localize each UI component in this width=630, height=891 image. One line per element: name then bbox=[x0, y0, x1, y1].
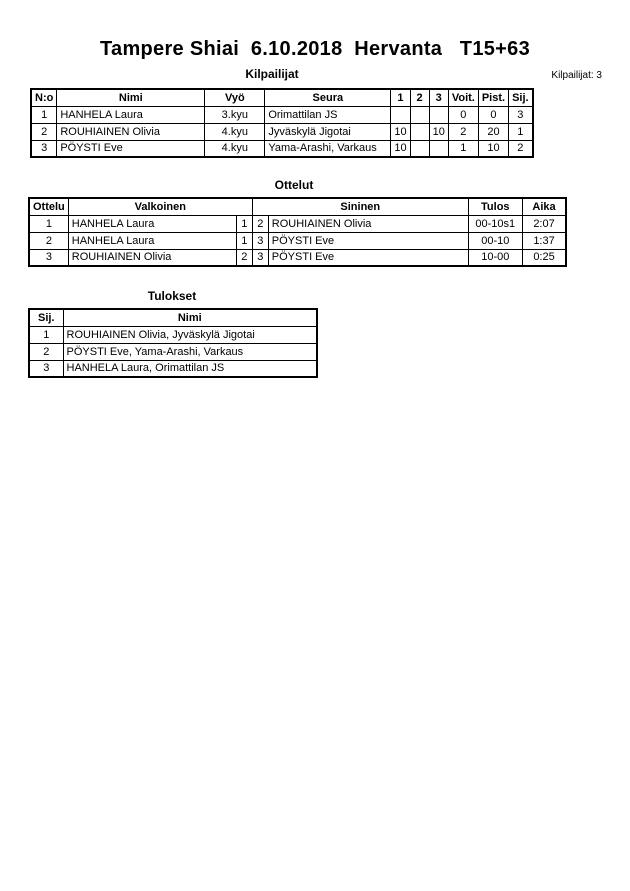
table-row bbox=[29, 232, 566, 249]
matches-header-row bbox=[29, 198, 566, 215]
col-header-seura: Seura bbox=[265, 89, 391, 106]
table-row bbox=[29, 343, 317, 360]
cell-score-3: 10 bbox=[429, 123, 448, 140]
col-header-nimi: Nimi bbox=[57, 89, 205, 106]
cell-white-name: HANHELA Laura bbox=[68, 232, 236, 249]
competitors-table bbox=[30, 88, 534, 158]
cell-nimi: ROUHIAINEN Olivia bbox=[57, 123, 205, 140]
col-header-sij: Sij. bbox=[509, 89, 533, 106]
table-row bbox=[29, 215, 566, 232]
cell-score-2 bbox=[410, 106, 429, 123]
cell-white-name: HANHELA Laura bbox=[68, 215, 236, 232]
cell-blue-name: PÖYSTI Eve bbox=[268, 249, 468, 266]
cell-name-club: PÖYSTI Eve, Yama-Arashi, Varkaus bbox=[63, 343, 317, 360]
cell-no: 3 bbox=[31, 140, 57, 157]
cell-sij: 2 bbox=[509, 140, 533, 157]
cell-seura: Jyväskylä Jigotai bbox=[265, 123, 391, 140]
cell-blue-no: 3 bbox=[252, 232, 268, 249]
col-header-1: 1 bbox=[391, 89, 410, 106]
cell-score-2 bbox=[410, 123, 429, 140]
col-header-2: 2 bbox=[410, 89, 429, 106]
cell-score-1: 10 bbox=[391, 123, 410, 140]
cell-blue-name: ROUHIAINEN Olivia bbox=[268, 215, 468, 232]
cell-vyo: 3.kyu bbox=[205, 106, 265, 123]
cell-nimi: PÖYSTI Eve bbox=[57, 140, 205, 157]
col-header-no: N:o bbox=[31, 89, 57, 106]
cell-score-3 bbox=[429, 140, 448, 157]
cell-result: 10-00 bbox=[468, 249, 522, 266]
section-title-kilpailijat: Kilpailijat bbox=[245, 67, 299, 81]
results-table bbox=[28, 308, 318, 378]
cell-match-no: 1 bbox=[29, 215, 68, 232]
table-row bbox=[31, 106, 533, 123]
cell-name-club: HANHELA Laura, Orimattilan JS bbox=[63, 360, 317, 377]
results-header-row bbox=[29, 309, 317, 326]
col-header-valkoinen: Valkoinen bbox=[68, 198, 252, 215]
cell-time: 0:25 bbox=[522, 249, 566, 266]
cell-voit: 2 bbox=[448, 123, 478, 140]
col-header-voit: Voit. bbox=[448, 89, 478, 106]
cell-vyo: 4.kyu bbox=[205, 140, 265, 157]
cell-white-no: 2 bbox=[236, 249, 252, 266]
competitors-header-row bbox=[31, 89, 533, 106]
cell-blue-no: 3 bbox=[252, 249, 268, 266]
page-title: Tampere Shiai 6.10.2018 Hervanta T15+63 bbox=[100, 38, 530, 60]
section-title-ottelut: Ottelut bbox=[274, 178, 314, 192]
col-header-ottelu: Ottelu bbox=[29, 198, 68, 215]
cell-seura: Orimattilan JS bbox=[265, 106, 391, 123]
cell-place: 2 bbox=[29, 343, 63, 360]
table-row bbox=[31, 123, 533, 140]
table-row bbox=[29, 249, 566, 266]
cell-result: 00-10 bbox=[468, 232, 522, 249]
cell-score-1: 10 bbox=[391, 140, 410, 157]
col-header-sij: Sij. bbox=[29, 309, 63, 326]
cell-place: 1 bbox=[29, 326, 63, 343]
cell-pist: 10 bbox=[478, 140, 508, 157]
cell-pist: 20 bbox=[478, 123, 508, 140]
col-header-sininen: Sininen bbox=[252, 198, 468, 215]
competitor-count: Kilpailijat: 3 bbox=[551, 70, 602, 81]
cell-result: 00-10s1 bbox=[468, 215, 522, 232]
col-header-nimi: Nimi bbox=[63, 309, 317, 326]
competitors-subheader bbox=[0, 67, 630, 85]
cell-nimi: HANHELA Laura bbox=[57, 106, 205, 123]
cell-time: 2:07 bbox=[522, 215, 566, 232]
cell-pist: 0 bbox=[478, 106, 508, 123]
cell-sij: 3 bbox=[509, 106, 533, 123]
cell-white-no: 1 bbox=[236, 232, 252, 249]
cell-blue-no: 2 bbox=[252, 215, 268, 232]
col-header-pist: Pist. bbox=[478, 89, 508, 106]
col-header-tulos: Tulos bbox=[468, 198, 522, 215]
cell-blue-name: PÖYSTI Eve bbox=[268, 232, 468, 249]
cell-score-3 bbox=[429, 106, 448, 123]
cell-match-no: 3 bbox=[29, 249, 68, 266]
cell-white-no: 1 bbox=[236, 215, 252, 232]
table-row bbox=[29, 326, 317, 343]
cell-place: 3 bbox=[29, 360, 63, 377]
cell-vyo: 4.kyu bbox=[205, 123, 265, 140]
col-header-3: 3 bbox=[429, 89, 448, 106]
cell-score-1 bbox=[391, 106, 410, 123]
cell-voit: 0 bbox=[448, 106, 478, 123]
matches-table bbox=[28, 197, 567, 267]
cell-name-club: ROUHIAINEN Olivia, Jyväskylä Jigotai bbox=[63, 326, 317, 343]
table-row bbox=[31, 140, 533, 157]
cell-no: 1 bbox=[31, 106, 57, 123]
col-header-aika: Aika bbox=[522, 198, 566, 215]
cell-score-2 bbox=[410, 140, 429, 157]
cell-seura: Yama-Arashi, Varkaus bbox=[265, 140, 391, 157]
section-title-tulokset: Tulokset bbox=[147, 289, 197, 303]
cell-no: 2 bbox=[31, 123, 57, 140]
col-header-vyo: Vyö bbox=[205, 89, 265, 106]
cell-time: 1:37 bbox=[522, 232, 566, 249]
cell-sij: 1 bbox=[509, 123, 533, 140]
cell-voit: 1 bbox=[448, 140, 478, 157]
cell-white-name: ROUHIAINEN Olivia bbox=[68, 249, 236, 266]
cell-match-no: 2 bbox=[29, 232, 68, 249]
table-row bbox=[29, 360, 317, 377]
